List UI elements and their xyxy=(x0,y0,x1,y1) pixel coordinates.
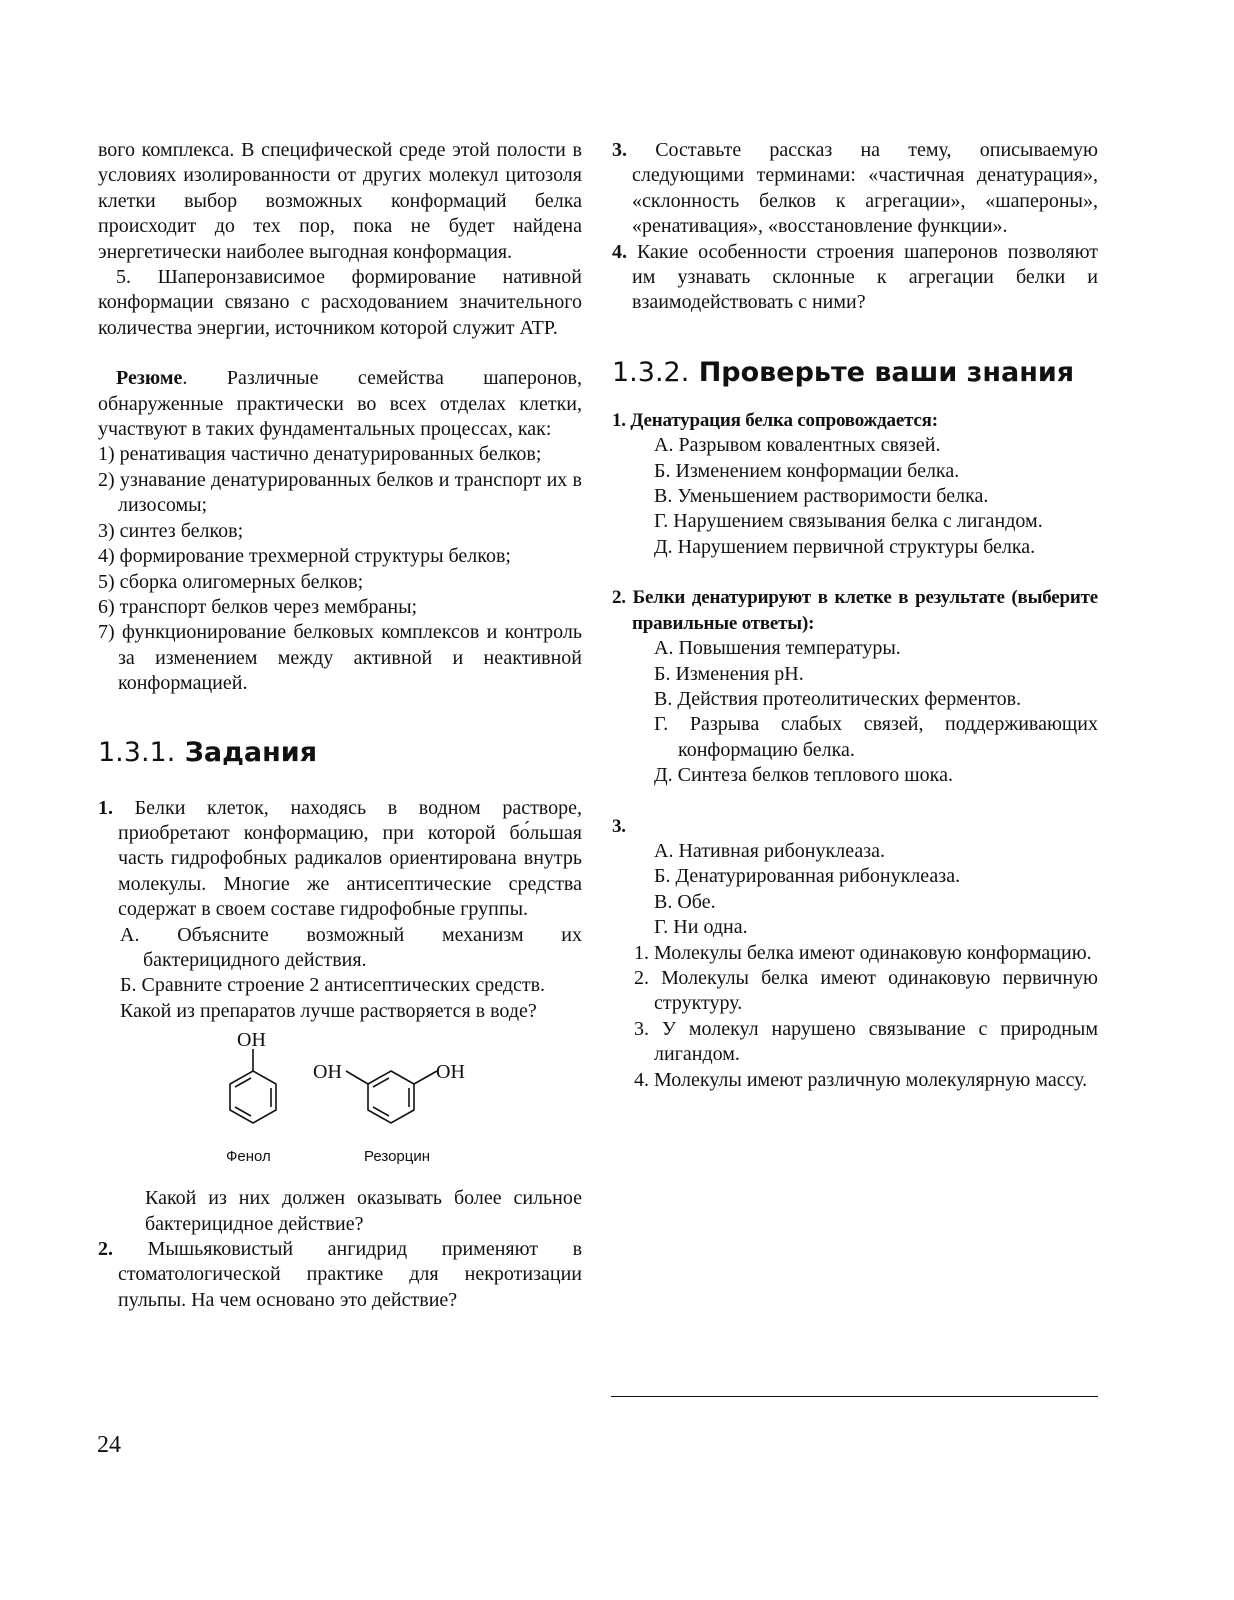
resorcinol-structure xyxy=(346,1071,437,1123)
answer-option: Г. Нарушением связывания белка с лигандом. xyxy=(654,510,1043,533)
question-title: 2. Белки денатурируют в клетке в результате (выберите правильные ответы): xyxy=(612,587,1098,634)
answer-option: Д. Нарушением первичной структуры белка. xyxy=(654,535,1036,558)
task-4 xyxy=(612,240,1098,316)
quiz-question-2 xyxy=(612,585,1098,788)
resorcinol-oh-left-label: OH xyxy=(313,1061,342,1084)
statement: 1. Молекулы белка имеют одинаковую конформацию. xyxy=(634,941,1092,964)
task-1-question-bactericidal: Какой из них должен оказывать более сильное бактерицидное действие? xyxy=(145,1187,582,1235)
section-title: Проверьте ваши знания xyxy=(698,356,1075,388)
section-number: 1.3.1. xyxy=(98,736,176,768)
summary-item: 2) узнавание денатурированных белков и транспорт их в лизосомы; xyxy=(98,468,582,517)
answer-option: В. Действия протеолитических ферментов. xyxy=(654,687,1022,710)
summary-item: 5) сборка олигомерных белков; xyxy=(98,570,364,593)
resorcinol-oh-right-label: OH xyxy=(436,1061,465,1084)
quiz-question-1 xyxy=(612,408,1098,560)
task-1-a: А. Объясните возможный механизм их бактерицидного действия. xyxy=(120,923,582,971)
answer-option: В. Обе. xyxy=(654,890,716,913)
task-text: Какие особенности строения шаперонов позволяют им узнавать склонные к агрегации белки и взаимодействовать с ними? xyxy=(632,240,1099,314)
point-5-paragraph: 5. Шаперонзависимое формирование нативной конформации связано с расходованием значительного количества энергии, источником которой служит ATP. xyxy=(98,266,582,339)
chemical-structures xyxy=(98,1026,582,1186)
task-1-question-solubility: Какой из препаратов лучше растворяется в воде? xyxy=(120,999,537,1022)
right-column xyxy=(612,138,1098,1093)
task-2 xyxy=(98,1237,582,1313)
answer-option: А. Повышения температуры. xyxy=(654,637,901,660)
question-title: 1. Денатурация белка сопровождается: xyxy=(612,409,938,431)
answer-option: А. Нативная рибонуклеаза. xyxy=(654,839,885,862)
summary-item: 4) формирование трехмерной структуры белков; xyxy=(98,545,511,568)
task-text: Мышьяковистый ангидрид применяют в стоматологической практике для некротизации пульпы. На чем основано это действие? xyxy=(118,1238,583,1311)
summary-item: 1) ренативация частично денатурированных белков; xyxy=(98,443,542,466)
phenol-structure xyxy=(230,1049,276,1123)
resorcinol-label: Резорцин xyxy=(364,1148,431,1166)
section-title: Задания xyxy=(184,736,318,768)
task-number: 3. xyxy=(612,139,627,161)
answer-option: Б. Изменения pH. xyxy=(654,662,804,685)
task-1 xyxy=(98,796,582,1237)
question-title: 3. xyxy=(612,815,626,837)
phenol-label: Фенол xyxy=(226,1148,271,1166)
summary-text: . Различные семейства шаперонов, обнаруженные практически во всех отделах клетки, участвуют в таких фундаментальных процессах, как: xyxy=(98,367,582,441)
task-number: 4. xyxy=(612,240,627,263)
footnote-divider xyxy=(611,1396,1098,1397)
statement: 3. У молекул нарушено связывание с природным лигандом. xyxy=(634,1017,1098,1066)
answer-option: Б. Изменением конформации белка. xyxy=(654,459,960,482)
answer-option: Б. Денатурированная рибонуклеаза. xyxy=(654,865,961,888)
summary-list xyxy=(98,442,582,696)
page-number: 24 xyxy=(97,1432,121,1458)
left-column xyxy=(98,138,582,1313)
section-heading-check-knowledge xyxy=(612,356,1098,390)
task-number: 1. xyxy=(98,796,113,819)
summary-paragraph xyxy=(98,366,582,442)
statement: 4. Молекулы имеют различную молекулярную массу. xyxy=(634,1068,1088,1091)
task-text: Белки клеток, находясь в водном растворе, приобретают конформацию, при которой бо́льшая часть гидрофобных радикалов ориентирована внутрь молекулы. Многие же антисептические средства содержат в своем составе гидрофобные группы. xyxy=(118,796,582,921)
answer-option: Г. Ни одна. xyxy=(654,916,748,939)
summary-item: 7) функционирование белковых комплексов и контроль за изменением между активной и неактивной конформацией. xyxy=(98,621,582,695)
summary-label: Резюме xyxy=(116,367,183,390)
answer-option: В. Уменьшением растворимости белка. xyxy=(654,485,989,508)
task-1-b: Б. Сравните строение 2 антисептических средств. xyxy=(120,974,546,997)
task-3 xyxy=(612,138,1098,240)
phenol-oh-label: OH xyxy=(237,1029,266,1052)
section-heading-tasks xyxy=(98,736,582,770)
section-number: 1.3.2. xyxy=(612,356,690,388)
answer-option: Г. Разрыва слабых связей, поддерживающих конформацию белка. xyxy=(654,713,1098,761)
task-number: 2. xyxy=(98,1238,113,1260)
summary-item: 6) транспорт белков через мембраны; xyxy=(98,595,418,618)
task-text: Составьте рассказ на тему, описываемую следующими терминами: «частичная денатурация», «склонность белков к агрегации», «шапероны», «ренативация», «восстановление функции». xyxy=(632,139,1099,238)
statement: 2. Молекулы белка имеют одинаковую первичную структуру. xyxy=(634,966,1098,1015)
answer-option: Д. Синтеза белков теплового шока. xyxy=(654,764,953,787)
summary-item: 3) синтез белков; xyxy=(98,519,244,542)
quiz-question-3 xyxy=(612,814,1098,1093)
chemical-structures-figure xyxy=(98,1026,582,1186)
intro-paragraph: вого комплекса. В специфической среде этой полости в условиях изолированности от других молекул цитозоля клетки выбор возможных конформаций белка происходит до тех пор, пока не будет найдена энергетически наиболее выгодная конформация. xyxy=(98,139,582,263)
answer-option: А. Разрывом ковалентных связей. xyxy=(654,434,941,457)
